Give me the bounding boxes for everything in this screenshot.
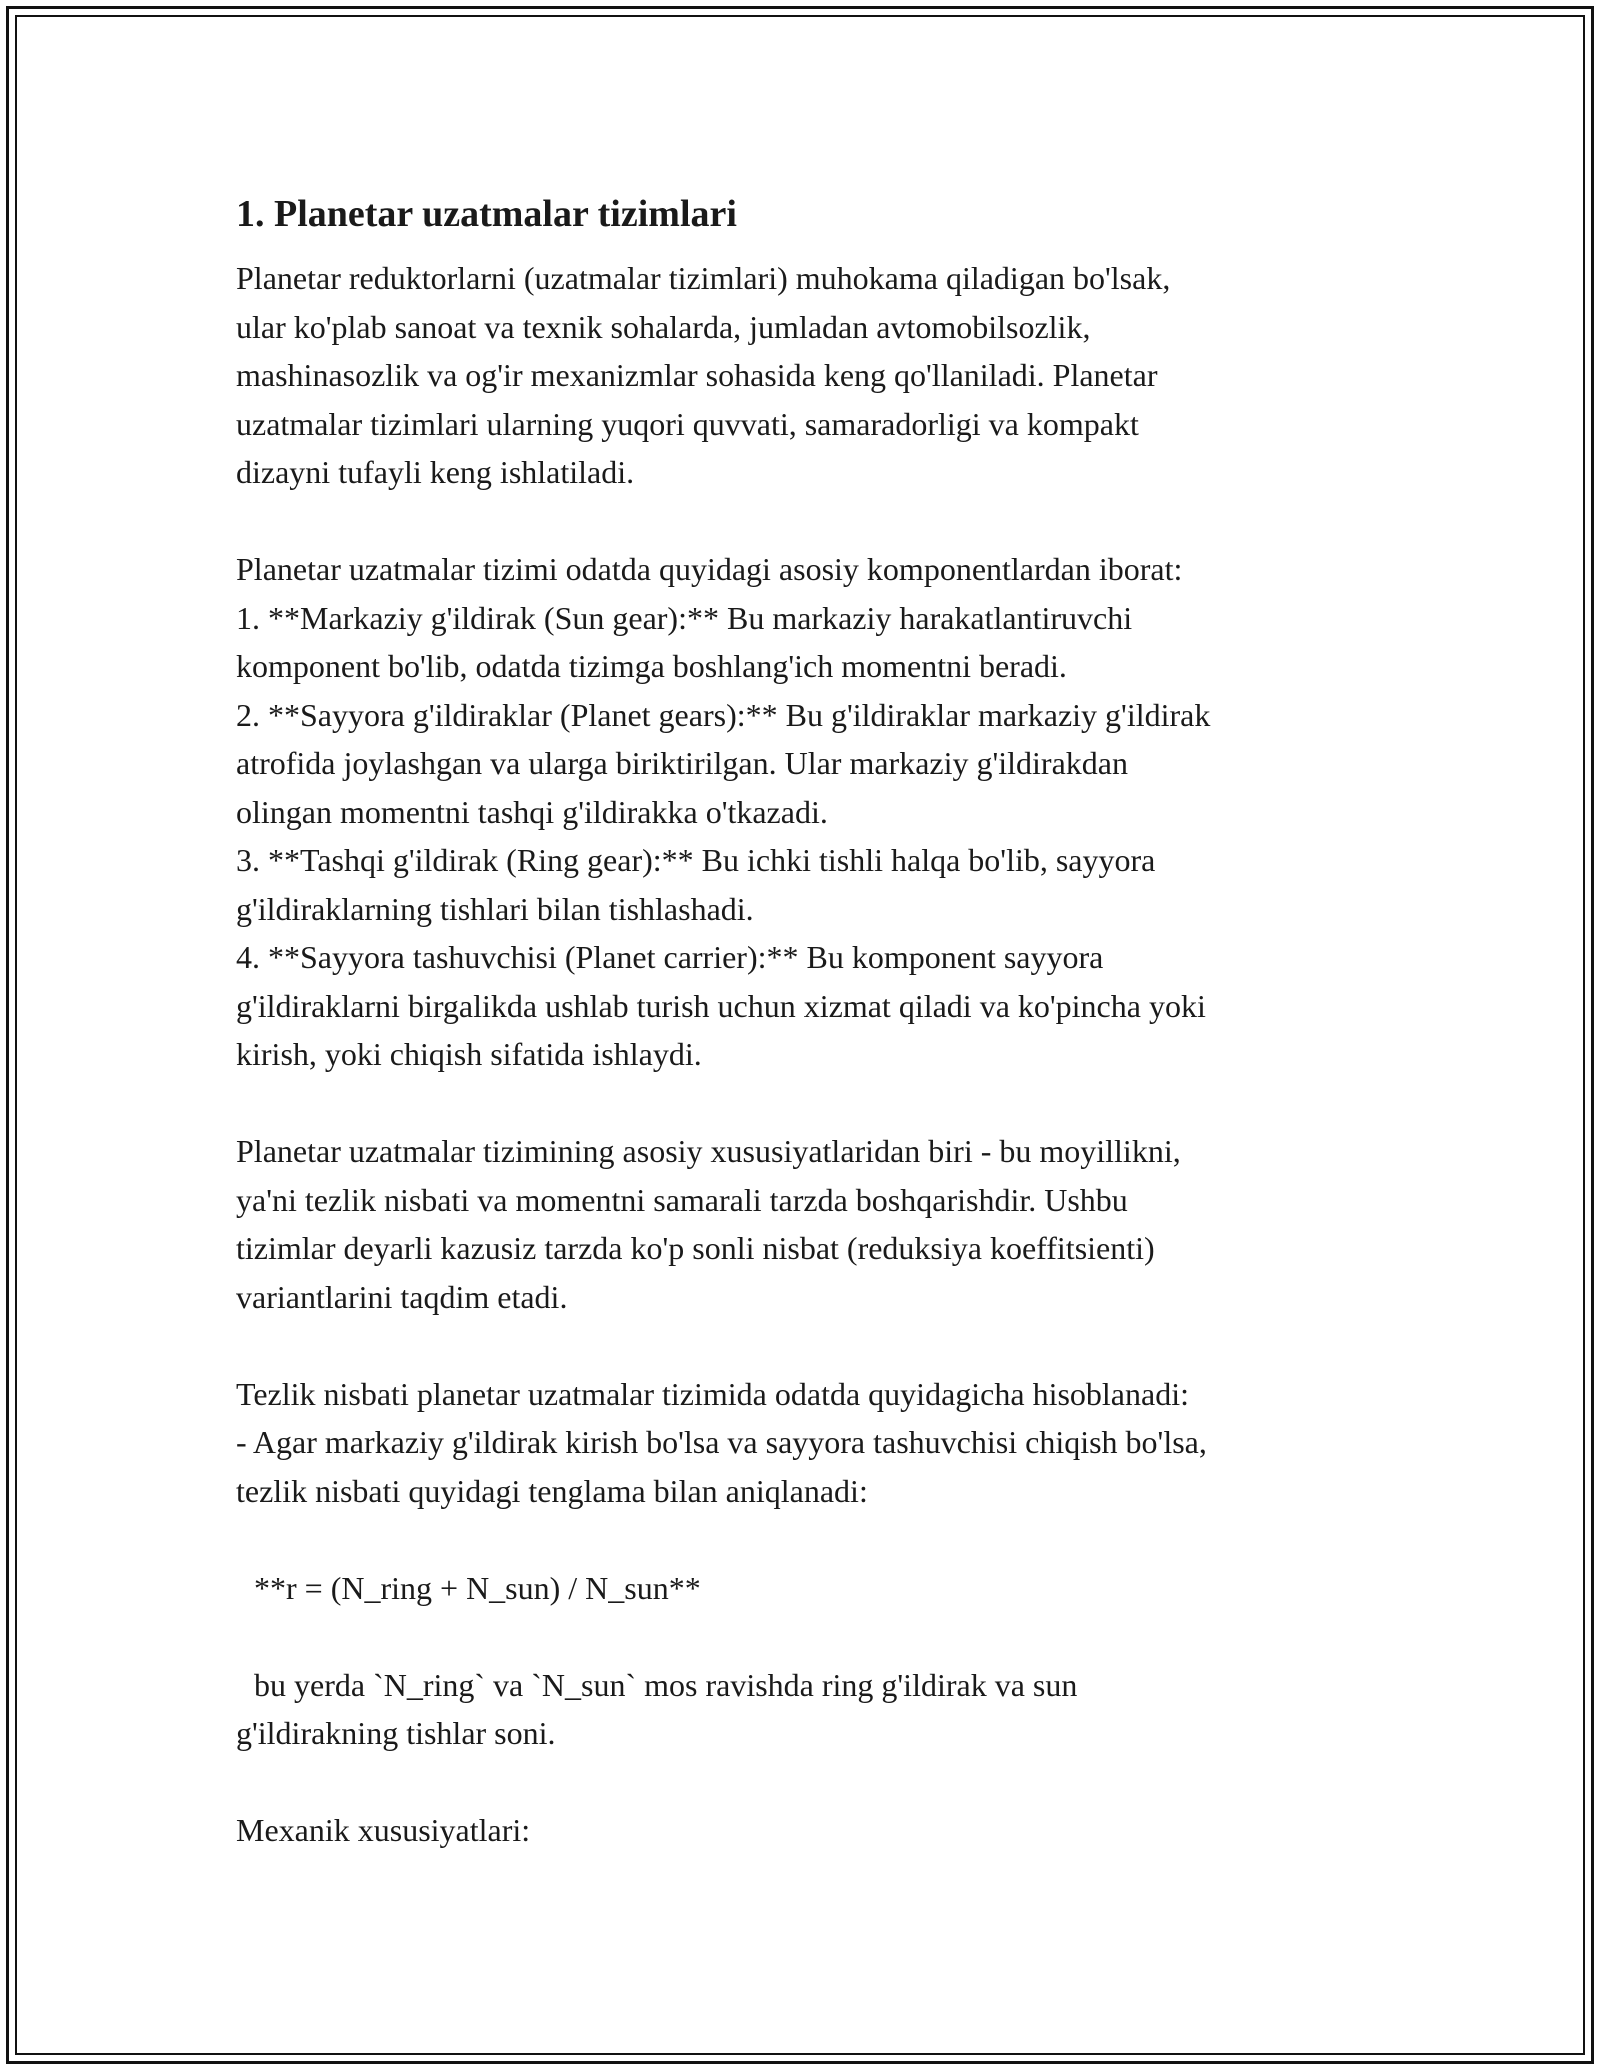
text-line: variantlarini taqdim etadi. [236,1278,568,1315]
paragraph-gap [236,1321,1396,1370]
paragraph-gap [236,1515,1396,1564]
paragraph-gap [236,1079,1396,1128]
text-line: g'ildirakning tishlar soni. [236,1715,556,1751]
components-list [236,545,1396,1079]
text-line: olingan momentni tashqi g'ildirakka o'tkazadi. [236,793,828,830]
ratio-paragraph [236,1370,1396,1516]
paragraph-gap [236,1758,1396,1807]
text-line: tezlik nisbati quyidagi tenglama bilan aniqlanadi: [236,1472,868,1509]
text-line: Planetar uzatmalar tizimi odatda quyidagi asosiy komponentlardan iborat: [236,551,1183,587]
text-line: g'ildiraklarni birgalikda ushlab turish uchun xizmat qiladi va ko'pincha yoki [236,987,1206,1024]
closing-line: Mexanik xususiyatlari: [236,1812,531,1848]
intro-paragraph [236,254,1396,497]
section-heading: 1. Planetar uzatmalar tizimlari [236,193,737,235]
text-line: dizayni tufayli keng ishlatiladi. [236,454,635,490]
paragraph-gap [236,1612,1396,1661]
text-line: 2. **Sayyora g'ildiraklar (Planet gears):** Bu g'ildiraklar markaziy g'ildirak [236,696,1211,733]
text-line: - Agar markaziy g'ildirak kirish bo'lsa va sayyora tashuvchisi chiqish bo'lsa, [236,1424,1207,1460]
paragraph-gap [236,497,1396,546]
features-paragraph [236,1127,1396,1321]
text-line: komponent bo'lib, odatda tizimga boshlang'ich momentni beradi. [236,648,1067,684]
document-body [236,188,1396,1855]
text-line: ya'ni tezlik nisbati va momentni samarali tarzda boshqarishdir. Ushbu [236,1181,1128,1218]
explanation-paragraph [236,1661,1396,1758]
text-line: mashinasozlik va og'ir mexanizmlar sohasida keng qo'llaniladi. Planetar [236,357,1158,393]
text-line: uzatmalar tizimlari ularning yuqori quvvati, samaradorligi va kompakt [236,405,1139,442]
text-line: bu yerda `N_ring` va `N_sun` mos ravishda ring g'ildirak va sun [254,1666,1078,1703]
text-line: atrofida joylashgan va ularga biriktirilgan. Ular markaziy g'ildirakdan [236,745,1128,781]
text-line: g'ildiraklarning tishlari bilan tishlashadi. [236,890,754,927]
text-line: Planetar uzatmalar tizimining asosiy xususiyatlaridan biri - bu moyillikni, [236,1133,1181,1169]
text-line: Tezlik nisbati planetar uzatmalar tizimida odatda quyidagicha hisoblanadi: [236,1375,1189,1412]
text-line: ular ko'plab sanoat va texnik sohalarda, jumladan avtomobilsozlik, [236,308,1091,345]
text-line: tizimlar deyarli kazusiz tarzda ko'p sonli nisbat (reduksiya koeffitsienti) [236,1230,1155,1266]
speed-ratio-formula: **r = (N_ring + N_sun) / N_sun** [254,1569,701,1606]
text-line: kirish, yoki chiqish sifatida ishlaydi. [236,1036,702,1072]
text-line: 4. **Sayyora tashuvchisi (Planet carrier):** Bu komponent sayyora [236,939,1104,975]
text-line: 3. **Tashqi g'ildirak (Ring gear):** Bu ichki tishli halqa bo'lib, sayyora [236,842,1156,878]
text-line: 1. **Markaziy g'ildirak (Sun gear):** Bu markaziy harakatlantiruvchi [236,599,1133,636]
text-line: Planetar reduktorlarni (uzatmalar tizimlari) muhokama qiladigan bo'lsak, [236,260,1171,296]
